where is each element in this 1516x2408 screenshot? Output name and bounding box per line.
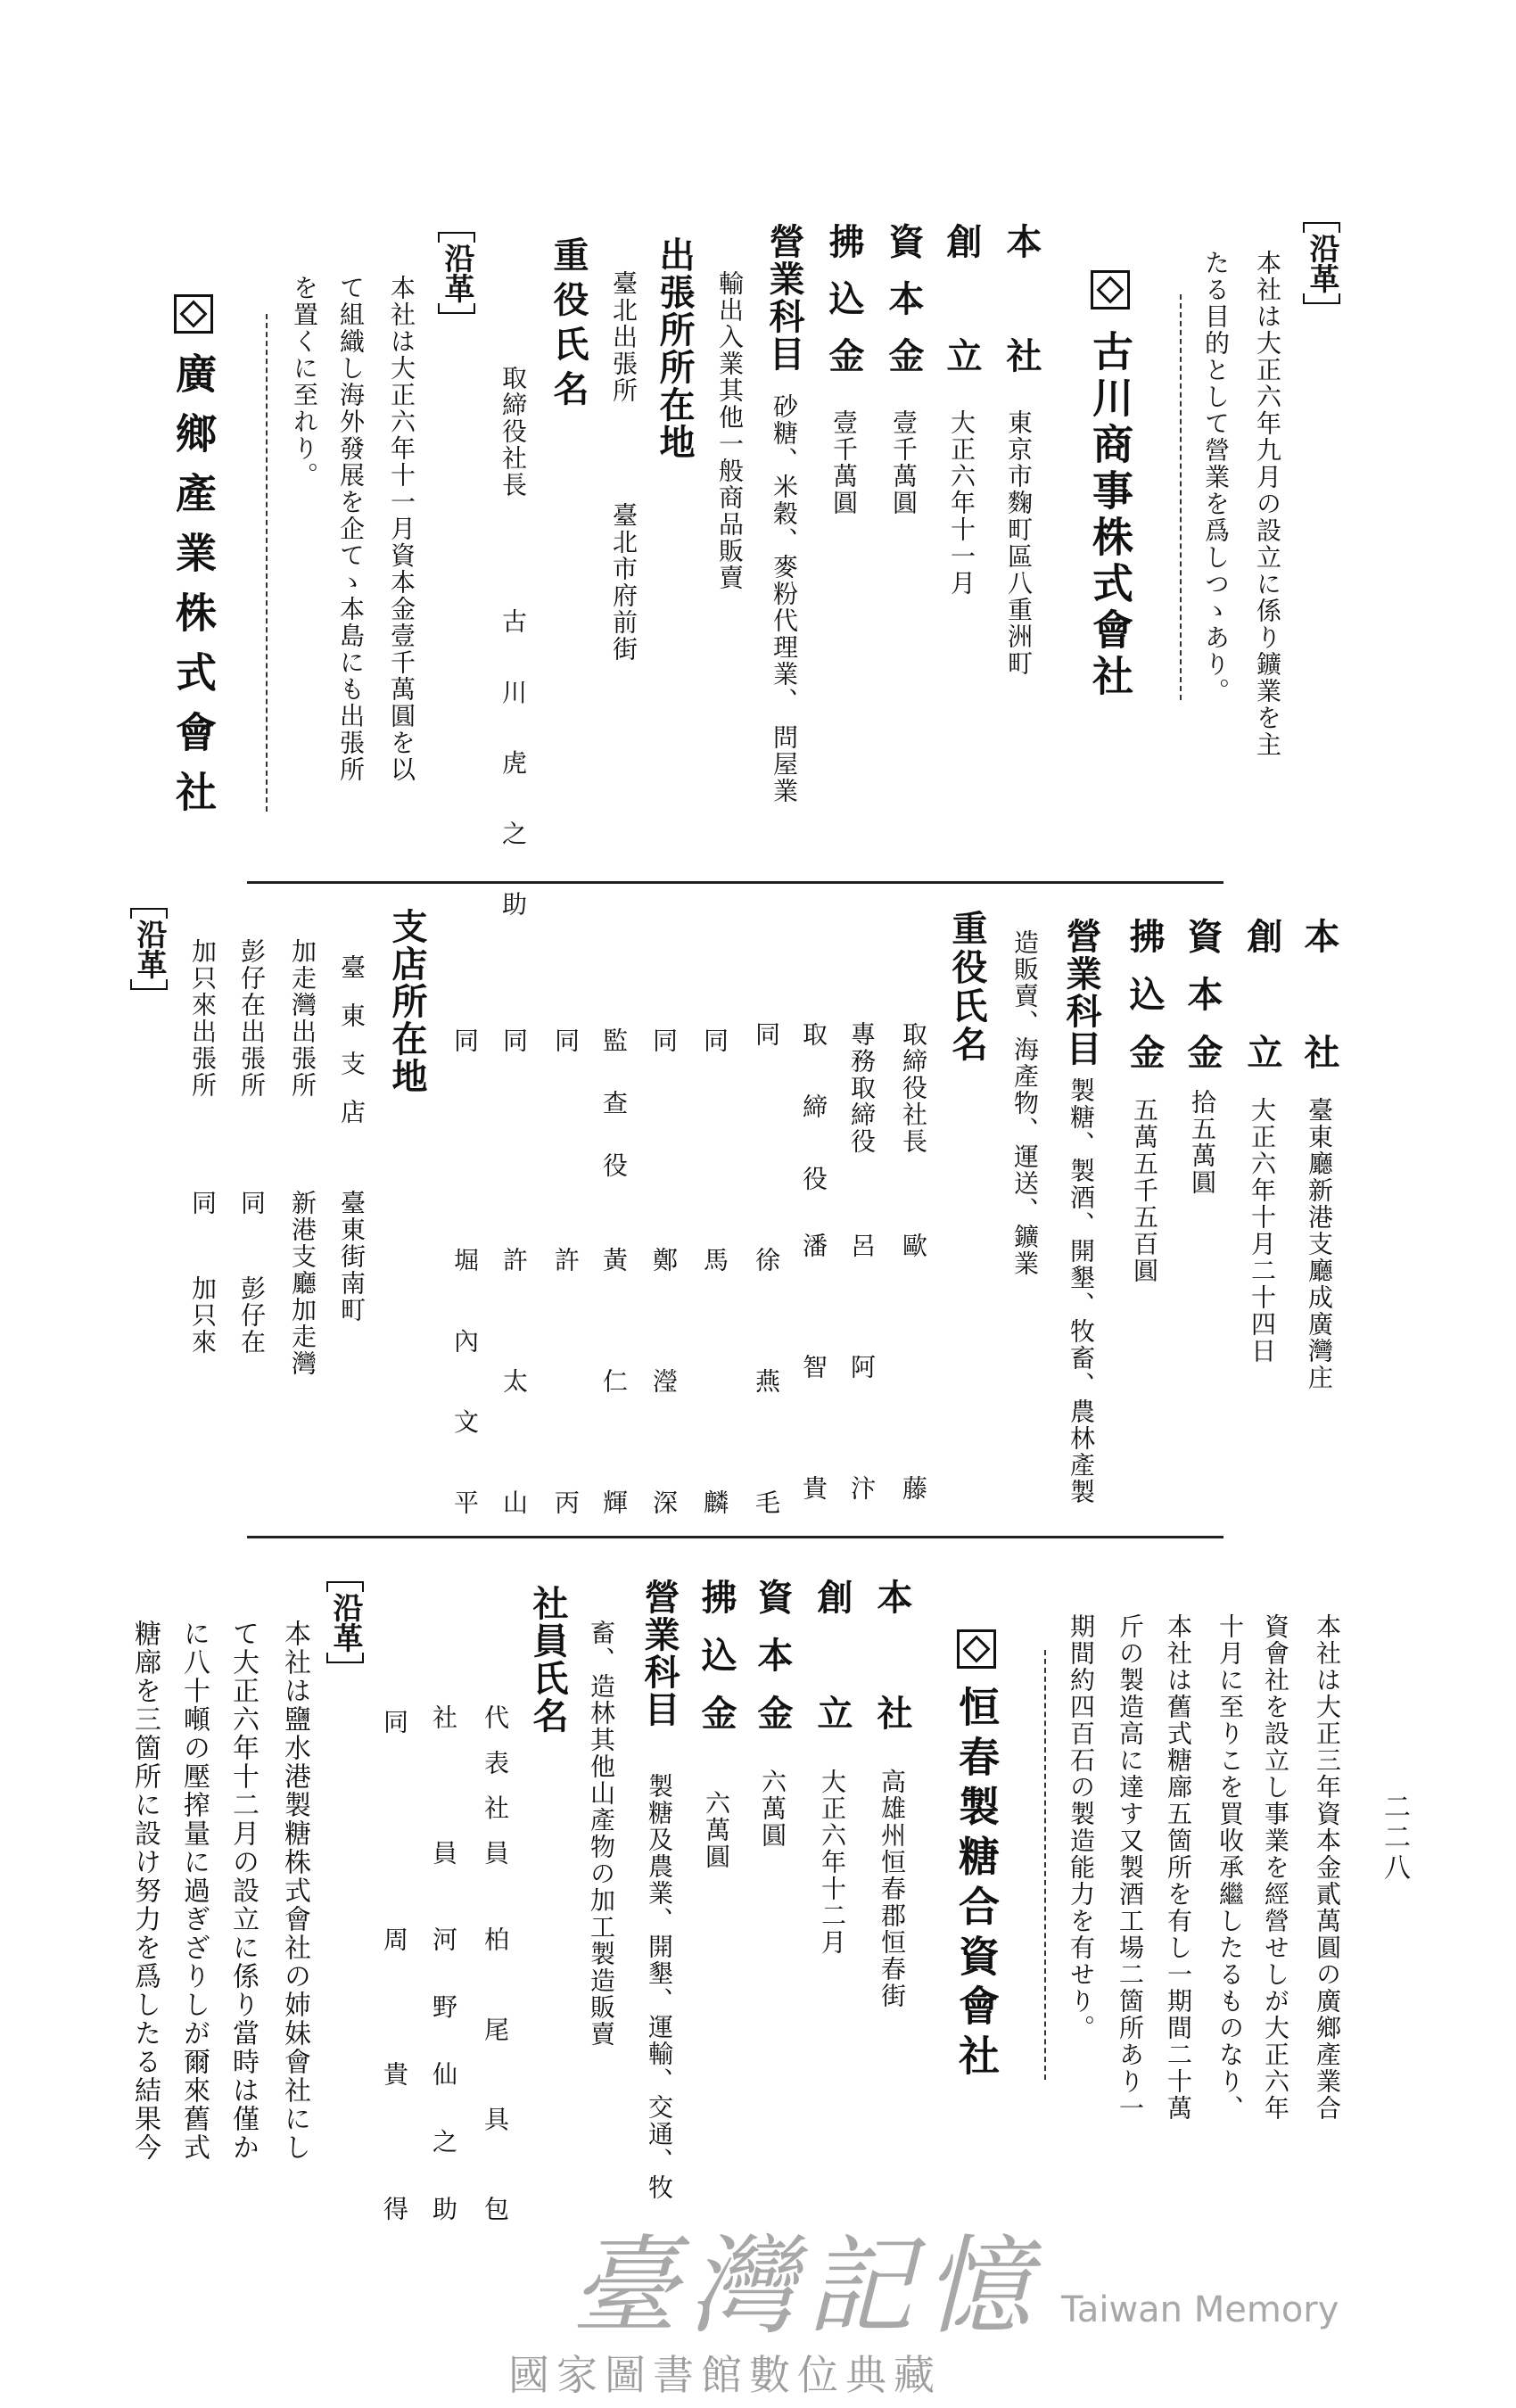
member-role: 社員 [429,1704,458,1865]
branch-location: 臺東街南町 [337,1190,367,1324]
officer-name: 黃仁輝 [599,1247,629,1514]
company-mark-icon [1091,270,1130,309]
branch-ditto: 同 [237,1190,267,1216]
history-line: 本社は大正六年十一月資本金壹千萬圓を以 [387,275,416,783]
history-line: 本社は鹽水港製糖株式會社の姉妹會社にし [279,1620,310,2162]
paid-in-value: 六萬圓 [702,1790,731,1870]
capital-value: 六萬圓 [758,1769,787,1849]
officer-name: 許太山 [499,1247,529,1514]
paid-in-value: 壹千萬圓 [829,409,859,516]
label-founded: 創立 [812,1579,853,1730]
founded-value: 大正六年十一月 [947,409,976,597]
business-value-cont: 造販賣、海產物、運送、鑛業 [1010,929,1040,1277]
officer-name: 呂阿汴 [847,1233,877,1500]
business-value-cont: 輸出入業其他一般商品販賣 [715,270,745,591]
watermark-logo: 臺灣記憶 [571,2225,1042,2349]
history-label: 沿革 [441,232,472,314]
officer-name: 馬麟 [700,1247,729,1514]
label-capital: 資本金 [883,223,925,373]
dashed-divider [1180,294,1182,700]
officer-role: 同 [499,1027,529,1054]
head-office-value: 東京市麴町區八重洲町 [1004,409,1034,677]
business-value-cont: 畜、造林其他山產物の加工製造販賣 [587,1620,616,2048]
officer-name: 古川虎之助 [498,608,528,916]
section-separator [247,881,1224,884]
officer-role: 取締役 [799,1021,828,1191]
history-line: 糖廍を三箇所に設け努力を爲したる結果今 [129,1620,161,2162]
label-head-office: 本社 [1298,918,1340,1069]
history-line: に八十噸の壓搾量に過ぎざりしが爾來舊式 [178,1620,210,2162]
officer-name: 鄭瀅深 [649,1247,679,1514]
page-number: 二二八 [1379,1793,1410,1884]
history-line: 十月に至りこを買收承繼したるものなり、 [1215,1613,1245,2122]
business-value: 砂糖、米穀、麥粉代理業、 問屋業 [770,393,799,804]
label-members: 社員氏名 [527,1585,569,1735]
label-paid-in: 拂込金 [823,223,865,373]
history-line: 斤の製造高に達す又製酒工場二箇所あり一 [1116,1613,1145,2122]
label-paid-in: 拂込金 [1124,918,1166,1069]
history-line: て大正六年十二月の設立に係り當時は僅か [227,1620,259,2162]
member-name: 柏尾具包 [481,1926,510,2221]
branch-name: 加只來出張所 [188,938,218,1099]
officer-role: 取締役社長 [899,1021,928,1155]
member-role: 同 [380,1709,409,1736]
label-capital: 資本金 [752,1579,794,1730]
dashed-divider [266,314,268,812]
officer-name: 堀內文平 [450,1247,480,1514]
label-paid-in: 拂込金 [696,1579,737,1730]
history-label: 沿革 [330,1581,360,1663]
history-line: 本社は大正三年資本金貳萬圓の廣鄉產業合 [1313,1613,1342,2122]
paid-in-value: 五萬五千五百圓 [1130,1097,1159,1284]
capital-value: 拾五萬圓 [1188,1089,1217,1196]
dashed-divider [1044,1650,1046,2080]
branch-name: 加走灣出張所 [288,938,317,1099]
head-office-value: 臺東廳新港支廳成廣灣庄 [1305,1097,1334,1391]
branch-name: 臺東支店 [337,954,367,1124]
officer-name: 歐藤 [899,1233,928,1500]
branch-ditto: 同 [188,1190,218,1216]
branch-location: 新港支廳加走灣 [288,1190,317,1377]
officer-role: 監查役 [599,1027,629,1177]
head-office-value: 高雄州恒春郡恒春街 [877,1769,907,2009]
label-officers: 重役氏名 [548,236,589,406]
label-head-office: 本社 [871,1579,913,1730]
label-branch-offices: 出張所所在地 [654,236,696,461]
company-title: 恒春製糖合資會社 [952,1686,1001,2075]
officer-role: 同 [752,1021,781,1048]
label-founded: 創立 [941,223,983,373]
officer-name: 潘智貴 [799,1233,828,1500]
prev-history-label: 沿革 [1306,222,1337,304]
company-title: 古川商事株式會社 [1086,330,1134,696]
section-separator [247,1536,1224,1538]
officer-name: 徐燕毛 [752,1247,781,1514]
watermark-subtitle: Taiwan Memory [1061,2289,1339,2330]
officer-name: 許丙 [551,1247,581,1514]
label-capital: 資本金 [1182,918,1224,1069]
officer-role: 同 [649,1027,679,1054]
capital-value: 壹千萬圓 [889,409,919,516]
business-value: 製糖、製酒、開墾、牧畜、農林產製 [1067,1077,1096,1505]
prev-history-line: たる目的として營業を爲しつゝあり。 [1201,250,1231,705]
footer-library-credit: 國家圖書館數位典藏 [508,2351,942,2399]
branch-name: 彭仔在出張所 [237,938,267,1099]
officer-role: 同 [700,1027,729,1054]
company-title: 廣鄉產業株式會社 [169,352,218,812]
history-line: 資會社を設立し事業を經營せしが大正六年 [1261,1613,1290,2122]
branch-location: 加只來 [188,1275,218,1356]
member-name: 河野仙之助 [429,1926,458,2221]
company-mark-icon [174,294,213,334]
company-mark-icon [957,1629,996,1669]
label-business: 營業科目 [1060,918,1102,1068]
history-line: て組織し海外發展を企てゝ本島にも出張所 [336,275,366,783]
label-business: 營業科目 [639,1579,680,1728]
founded-value: 大正六年十二月 [818,1769,847,1956]
history-label: 沿革 [134,908,164,990]
label-head-office: 本社 [1001,223,1042,373]
branch-location: 臺北市府前街 [609,502,639,663]
member-name: 周貴得 [380,1926,409,2221]
member-role: 代表社員 [481,1704,510,1865]
label-founded: 創立 [1241,918,1283,1069]
officer-role: 同 [551,1027,581,1054]
officer-role: 同 [450,1027,480,1054]
founded-value: 大正六年十月二十四日 [1248,1097,1277,1365]
officer-role: 專務取締役 [847,1021,877,1155]
branch-location: 彭仔在 [237,1275,267,1356]
branch-name: 臺北出張所 [609,270,639,404]
history-line: 期間約四百石の製造能力を有せり。 [1067,1613,1096,2041]
label-branches: 支店所在地 [386,908,428,1095]
label-business: 營業科目 [763,223,805,373]
history-line: 本社は舊式糖廍五箇所を有し一期間二十萬 [1164,1613,1193,2122]
label-officers: 重役氏名 [946,910,988,1061]
prev-history-line: 本社は大正六年九月の設立に係り鑛業を主 [1253,250,1282,758]
business-value: 製糖及農業、開墾、運輸、交通、牧 [645,1773,674,2201]
history-line: を置くに至れり。 [290,275,319,489]
officer-role: 取締役社長 [498,365,528,499]
